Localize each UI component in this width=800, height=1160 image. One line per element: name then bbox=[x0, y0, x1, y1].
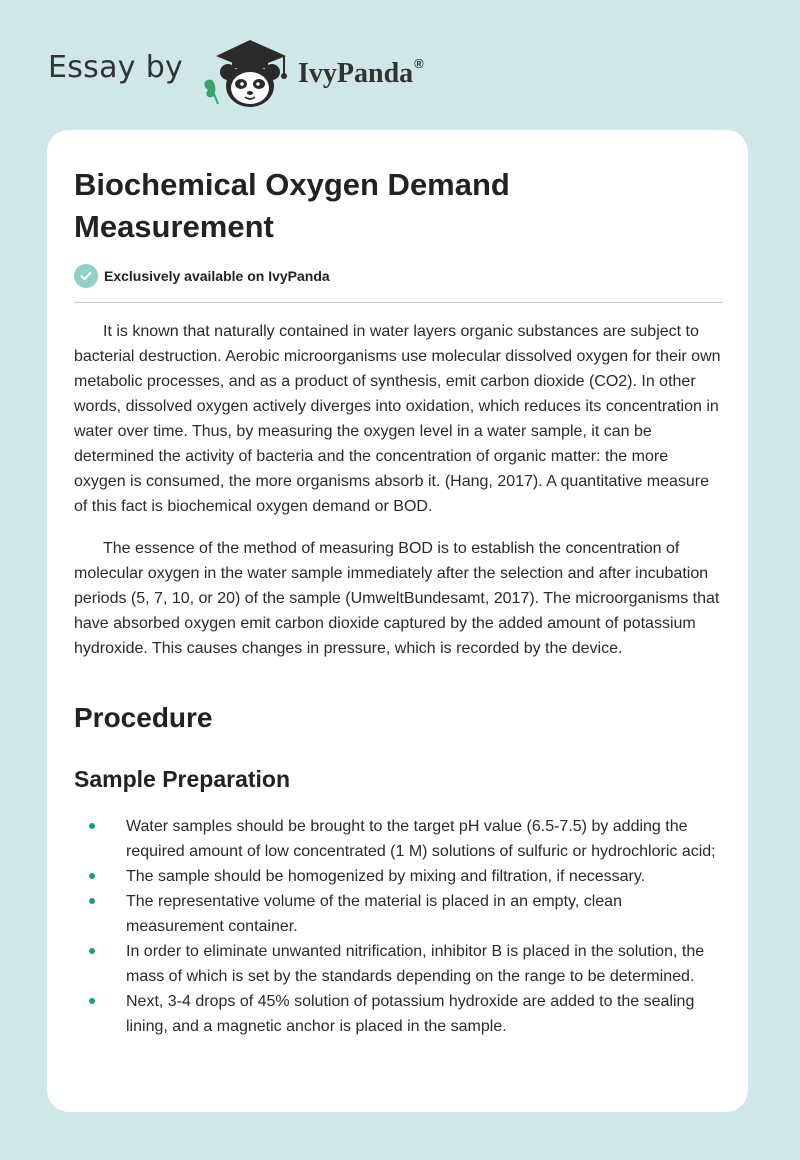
paragraph-method: The essence of the method of measuring BOD is to establish the concentration of molecular oxygen in the water sample immediately after the selection and after incubation periods (5, 7, 10, or 20) of the sample (UmweltBundesamt, 2017). The microorganisms that have absorbed oxygen emit carbon dioxide captured by the added amount of potassium hydroxide. This causes changes in pressure, which is recorded by the device. bbox=[74, 540, 720, 657]
exclusive-badge bbox=[74, 263, 330, 289]
list-item-text: In order to eliminate unwanted nitrification, inhibitor B is placed in the solution, the mass of which is set by the standards depending on the range to be determined. bbox=[126, 943, 705, 985]
panda-graduate-icon[interactable] bbox=[198, 34, 296, 110]
list-item-text: Next, 3-4 drops of 45% solution of potassium hydroxide are added to the sealing lining, and a magnetic anchor is placed in the sample. bbox=[126, 993, 695, 1035]
page-title: Biochemical Oxygen Demand Measurement bbox=[74, 167, 510, 244]
site-header bbox=[0, 0, 800, 130]
list-item-text: The sample should be homogenized by mixing and filtration, if necessary. bbox=[126, 868, 646, 885]
paragraph-intro: It is known that naturally contained in water layers organic substances are subject to bacterial destruction. Aerobic microorganisms use molecular dissolved oxygen for their own metabolic processes, and as a product of synthesis, emit carbon dioxide (CO2). In other words, dissolved oxygen actively diverges into oxidation, which reduces its concentration in water over time. Thus, by measuring the oxygen level in a water sample, it can be determined the activity of bacteria and the concentration of organic matter: the more oxygen is consumed, the more organisms absorb it. (Hang, 2017). A quantitative measure of this fact is biochemical oxygen demand or BOD. bbox=[74, 323, 721, 515]
essay-by-label: Essay by bbox=[48, 50, 184, 85]
list-item-text: The representative volume of the material is placed in an empty, clean measurement container. bbox=[126, 893, 622, 935]
list-item bbox=[74, 864, 724, 889]
exclusive-badge-label: Exclusively available on IvyPanda bbox=[104, 268, 330, 284]
list-item-text: Water samples should be brought to the target pH value (6.5-7.5) by adding the required amount of low concentrated (1 M) solutions of sulfuric or hydrochloric acid; bbox=[126, 818, 716, 860]
bullet-dot-icon bbox=[89, 823, 95, 829]
brand-name: IvyPanda bbox=[298, 58, 414, 89]
bullet-dot-icon bbox=[89, 998, 95, 1004]
article-card bbox=[47, 130, 748, 1112]
check-circle-icon bbox=[74, 264, 98, 288]
section-heading-procedure: Procedure bbox=[74, 702, 213, 733]
registered-mark: ® bbox=[414, 56, 424, 71]
divider bbox=[74, 302, 723, 303]
list-item bbox=[74, 814, 724, 864]
list-item bbox=[74, 889, 724, 939]
list-item bbox=[74, 989, 724, 1039]
brand-logo-text[interactable] bbox=[298, 56, 424, 90]
bullet-dot-icon bbox=[89, 898, 95, 904]
bullet-dot-icon bbox=[89, 873, 95, 879]
preparation-list bbox=[74, 814, 724, 1039]
bullet-dot-icon bbox=[89, 948, 95, 954]
list-item bbox=[74, 939, 724, 989]
subsection-heading-sample-preparation: Sample Preparation bbox=[74, 766, 291, 792]
